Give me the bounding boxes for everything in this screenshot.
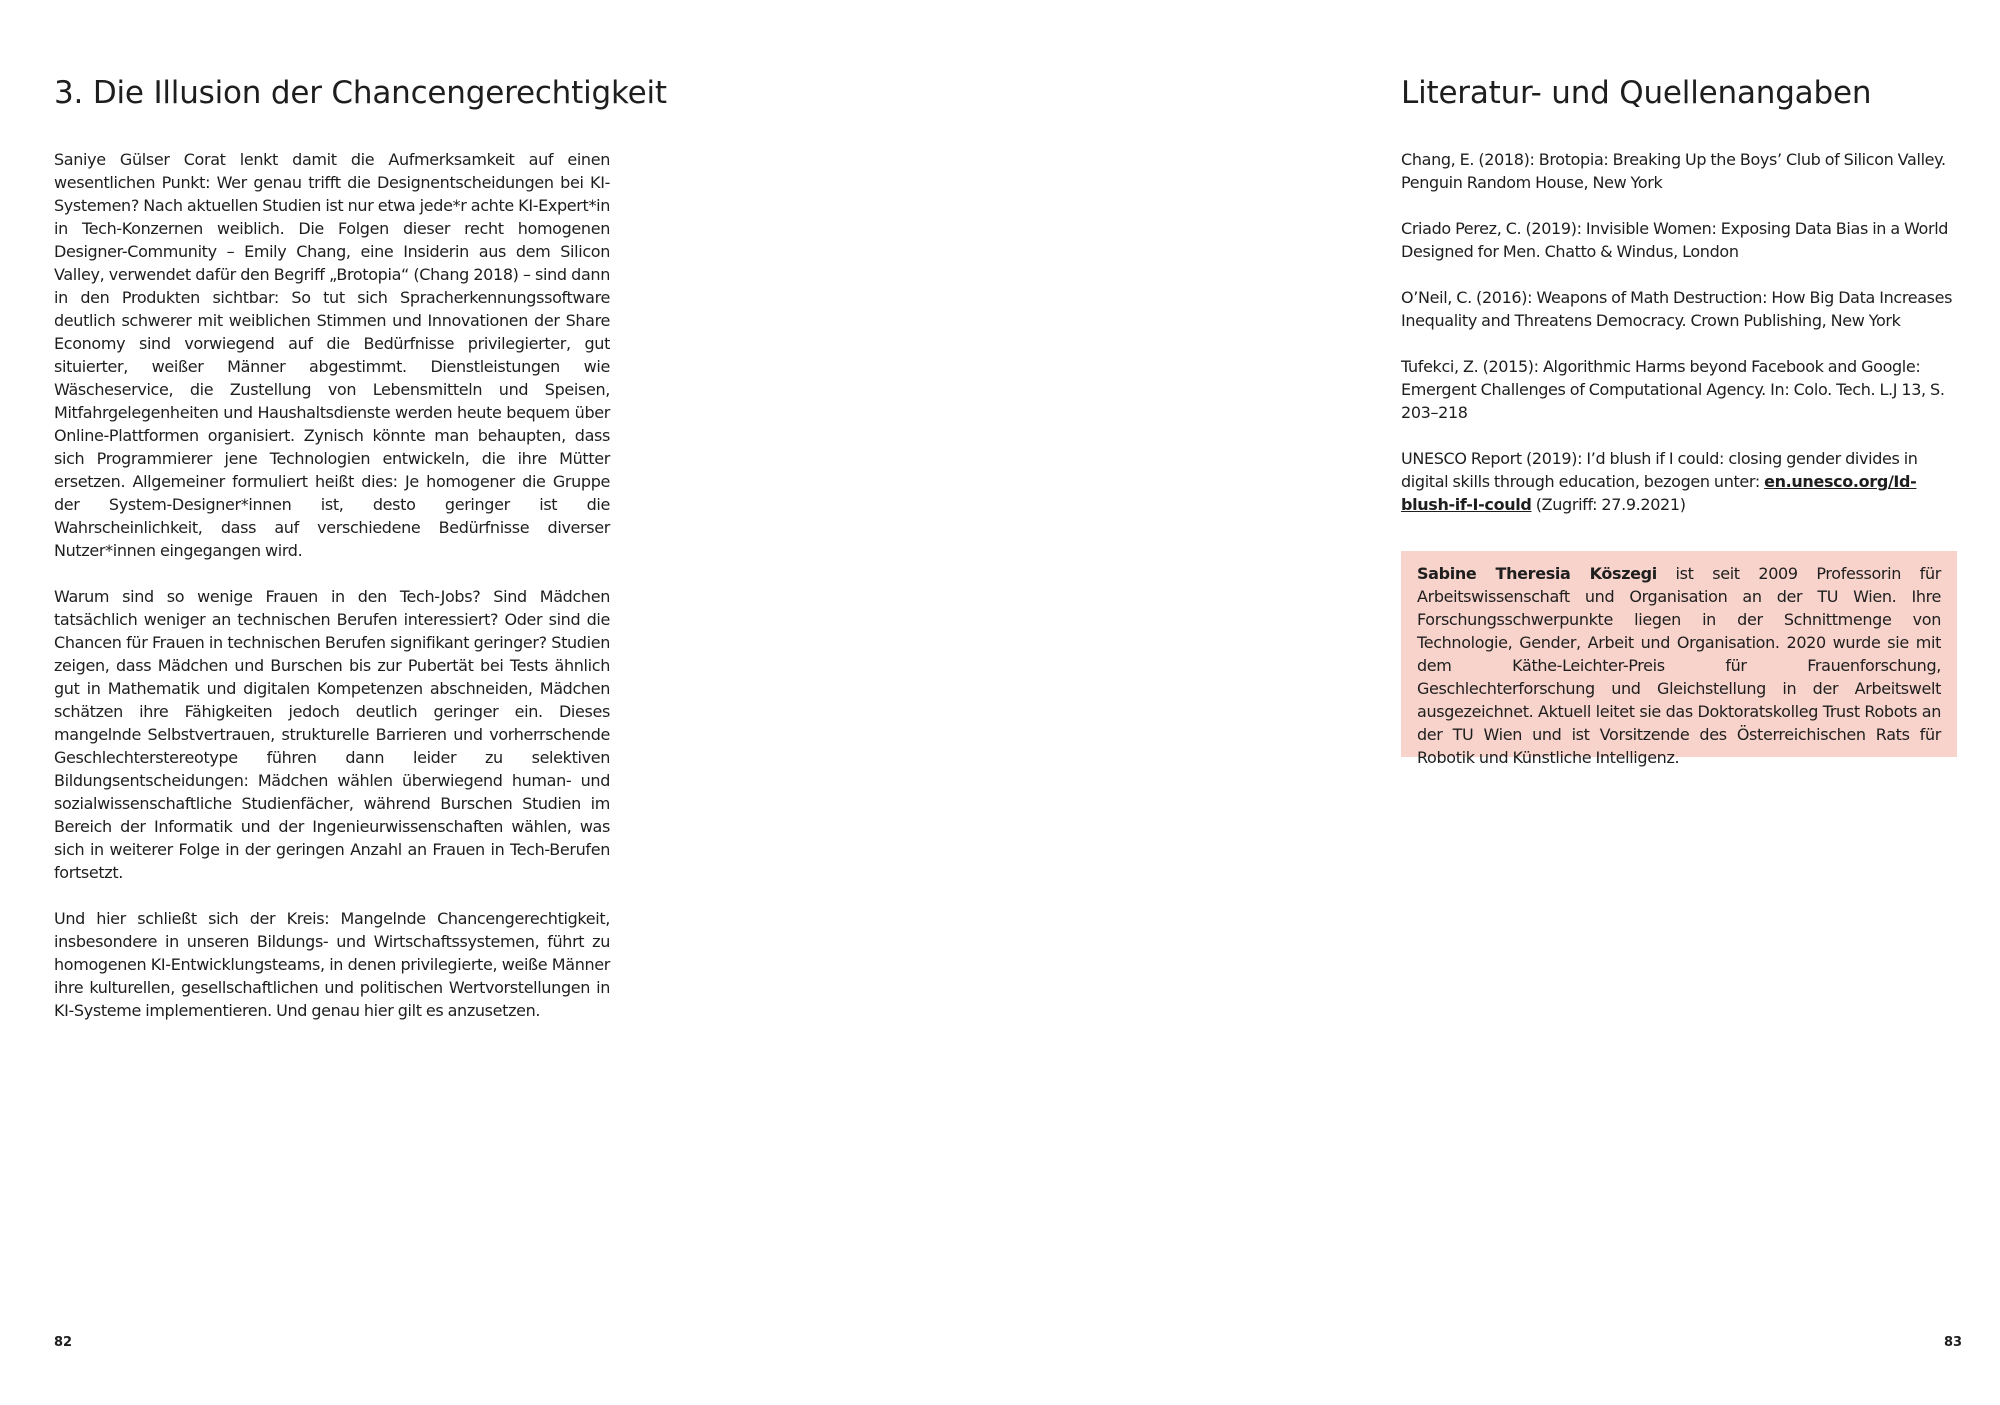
- unesco-reference-text: UNESCO Report (2019): I’d blush if I could: closing gender divides in digital skills through education, bezogen unter:: [1401, 449, 1918, 491]
- reference-item-unesco: [1401, 447, 1957, 516]
- reference-item-tufekci: Tufekci, Z. (2015): Algorithmic Harms beyond Facebook and Google: Emergent Challenges of Computational Agency. In: Colo. Tech. L.J 13, S. 203–218: [1401, 357, 1945, 422]
- body-text: [54, 148, 610, 1045]
- reference-item-criado-perez: Criado Perez, C. (2019): Invisible Women: Exposing Data Bias in a World Designed for Men. Chatto & Windus, London: [1401, 219, 1949, 261]
- right-page: [1000, 0, 2000, 1405]
- page-number-left: 82: [54, 1335, 73, 1350]
- reference-item-oneil: O’Neil, C. (2016): Weapons of Math Destruction: How Big Data Increases Inequality and Threatens Democracy. Crown Publishing, New York: [1401, 288, 1953, 330]
- unesco-link[interactable]: en.unesco.org/Id-blush-if-I-could: [1401, 472, 1917, 514]
- section-heading: 3. Die Illusion der Chancengerechtigkeit: [54, 75, 667, 111]
- paragraph-3: Und hier schließt sich der Kreis: Mangelnde Chancengerechtigkeit, insbesondere in unseren Bildungs- und Wirtschaftssystemen, führt zu homogenen KI-Entwicklungsteams, in denen privilegierte, weiße Männer ihre kulturellen, gesellschaftlichen und politischen Wertvorstellungen in KI-Systeme implementieren. Und genau hier gilt es anzusetzen.: [54, 909, 610, 1020]
- paragraph-2: Warum sind so wenige Frauen in den Tech-Jobs? Sind Mädchen tatsächlich weniger an technischen Berufen interessiert? Oder sind die Chancen für Frauen in technischen Berufen signifikant geringer? Studien zeigen, dass Mädchen und Burschen bis zur Pubertät bei Tests ähnlich gut in Mathematik und digitalen Kompetenzen abschneiden, Mädchen schätzen ihre Fähigkeiten jedoch deutlich geringer ein. Dieses mangelnde Selbstvertrauen, strukturelle Barrieren und vorherrschende Geschlechterstereotype führen dann leider zu selektiven Bildungsentscheidungen: Mädchen wählen überwiegend human- und sozialwissenschaftliche Studienfächer, während Burschen Studien im Bereich der Informatik und der Ingenieurwissenschaften wählen, was sich in weiterer Folge in der geringen Anzahl an Frauen in Tech-Berufen fortsetzt.: [54, 587, 610, 882]
- author-name: Sabine Theresia Köszegi: [1417, 564, 1657, 583]
- references-list: [1401, 148, 1957, 539]
- page-number-right: 83: [1944, 1335, 1963, 1350]
- references-heading: Literatur- und Quellenangaben: [1401, 75, 1872, 111]
- unesco-access-date: (Zugriff: 27.9.2021): [1531, 495, 1686, 514]
- author-bio-box: [1401, 551, 1957, 767]
- reference-item-chang: Chang, E. (2018): Brotopia: Breaking Up the Boys’ Club of Silicon Valley. Penguin Random House, New York: [1401, 150, 1946, 192]
- author-bio-text: ist seit 2009 Professorin für Arbeitswissenschaft und Organisation an der TU Wien. Ihre Forschungsschwerpunkte liegen in der Schnittmenge von Technologie, Gender, Arbeit und Organisation. 2020 wurde sie mit dem Käthe-Leichter-Preis für Frauenforschung, Geschlechterforschung und Gleichstellung in der Arbeitswelt ausgezeichnet. Aktuell leitet sie das Doktoratskolleg Trust Robots an der TU Wien und ist Vorsitzende des Österreichischen Rats für Robotik und Künstliche Intelligenz.: [1417, 564, 1941, 767]
- paragraph-1: Saniye Gülser Corat lenkt damit die Aufmerksamkeit auf einen wesentlichen Punkt: Wer genau trifft die Designentscheidungen bei KI-Systemen? Nach aktuellen Studien ist nur etwa jede*r achte KI-Expert*in in Tech-Konzernen weiblich. Die Folgen dieser recht homogenen Designer-Community – Emily Chang, eine Insiderin aus dem Silicon Valley, verwendet dafür den Begriff „Brotopia“ (Chang 2018) – sind dann in den Produkten sichtbar: So tut sich Spracherkennungssoftware deutlich schwerer mit weiblichen Stimmen und Innovationen der Share Economy sind vorwiegend auf die Bedürfnisse privilegierter, gut situierter, weißer Männer abgestimmt. Dienstleistungen wie Wäscheservice, die Zustellung von Lebensmitteln und Speisen, Mitfahrgelegenheiten und Haushaltsdienste werden heute bequem über Online-Plattformen organisiert. Zynisch könnte man behaupten, dass sich Programmierer jene Technologien entwickeln, die ihre Mütter ersetzen. Allgemeiner formuliert heißt dies: Je homogener die Gruppe der System-Designer*innen ist, desto geringer ist die Wahrscheinlichkeit, dass auf verschiedene Bedürfnisse diverser Nutzer*innen eingegangen wird.: [54, 150, 610, 560]
